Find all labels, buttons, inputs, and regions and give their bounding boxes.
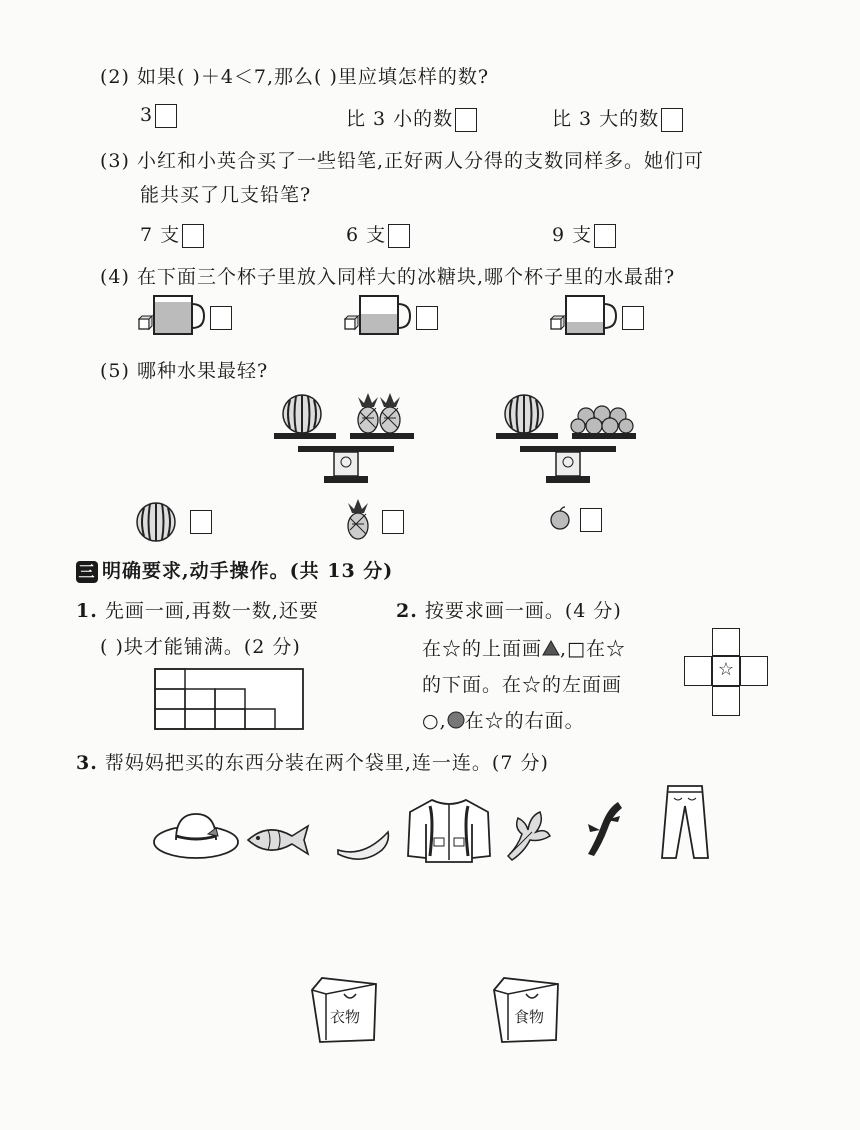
q3-option-3[interactable] <box>552 220 616 248</box>
option-label: 9 支 <box>552 224 593 246</box>
option-label: 6 支 <box>346 224 387 246</box>
watermelon-icon <box>283 395 321 433</box>
sun-hat-icon[interactable] <box>152 806 240 862</box>
q3-option-2[interactable] <box>346 220 410 248</box>
p1-line2: ( )块才能铺满。(2 分) <box>100 636 301 658</box>
filled-circle-icon <box>447 711 465 729</box>
dried-chili-icon[interactable] <box>580 798 630 858</box>
p2-text: 按要求画一画。(4 分) <box>424 600 622 622</box>
q2-option-3[interactable] <box>552 104 683 132</box>
p2-number: 2. <box>396 600 418 622</box>
q3-line2: 能共买了几支铅笔? <box>140 184 312 206</box>
q4-stem: (4) 在下面三个杯子里放入同样大的冰糖块,哪个杯子里的水最甜? <box>100 266 676 288</box>
p3-line <box>76 748 549 775</box>
p2-line2-part2: ,□在☆ <box>560 638 627 660</box>
banana-icon[interactable] <box>334 826 394 860</box>
answer-box[interactable] <box>661 108 683 132</box>
q2-option-2[interactable] <box>346 104 477 132</box>
p2-line2 <box>422 634 626 661</box>
grid-cell-bottom[interactable] <box>712 686 740 716</box>
scale-watermelon-apple-icon <box>492 390 642 485</box>
option-label: 3 <box>140 104 154 126</box>
jacket-icon[interactable] <box>406 794 492 862</box>
p2-line4-part2: 在☆的右面。 <box>464 710 585 732</box>
scale-watermelon-pineapple-icon <box>270 390 420 485</box>
p1-line1 <box>76 596 319 623</box>
option-label: 比 3 大的数 <box>552 108 660 130</box>
section3-title: 明确要求,动手操作。(共 13 分) <box>102 560 394 582</box>
q5-stem: (5) 哪种水果最轻? <box>100 360 269 382</box>
answer-box[interactable] <box>455 108 477 132</box>
q2-option-1[interactable] <box>140 104 177 128</box>
p2-line4-part1: ○, <box>422 710 447 732</box>
option-label: 比 3 小的数 <box>346 108 454 130</box>
section3-heading <box>76 556 393 583</box>
cross-grid[interactable] <box>684 628 768 716</box>
bag-clothes-label: 衣物 <box>330 1008 361 1026</box>
leafy-vegetable-icon[interactable] <box>500 808 556 860</box>
triangle-icon <box>542 640 560 656</box>
p2-line3: 的下面。在☆的左面画 <box>422 674 623 696</box>
answer-box[interactable] <box>182 224 204 248</box>
fish-icon[interactable] <box>244 820 316 860</box>
section-badge: 三 <box>76 561 98 583</box>
q5-answer-box-1[interactable] <box>190 510 212 534</box>
p2-line1 <box>396 596 622 623</box>
pineapple-icon <box>358 393 400 433</box>
watermelon-icon <box>134 500 182 544</box>
q4-answer-box-1[interactable] <box>210 306 232 330</box>
answer-box[interactable] <box>155 104 177 128</box>
q3-option-1[interactable] <box>140 220 204 248</box>
q5-answer-box-3[interactable] <box>580 508 602 532</box>
p1-number: 1. <box>76 600 98 622</box>
pineapple-icon <box>344 496 374 542</box>
grid-cell-right[interactable] <box>740 656 768 686</box>
p1-text: 先画一画,再数一数,还要 <box>104 600 319 622</box>
q4-answer-box-2[interactable] <box>416 306 438 330</box>
grid-cell-top[interactable] <box>712 628 740 656</box>
grid-cell-center-star: ☆ <box>712 656 740 686</box>
bag-food-label: 食物 <box>514 1008 545 1026</box>
p3-text: 帮妈妈把买的东西分装在两个袋里,连一连。(7 分) <box>104 752 549 774</box>
q3-line1: (3) 小红和小英合买了一些铅笔,正好两人分得的支数同样多。她们可 <box>100 150 704 172</box>
answer-box[interactable] <box>388 224 410 248</box>
trousers-icon[interactable] <box>660 784 710 860</box>
p2-line4 <box>422 706 585 733</box>
apple-icon <box>548 506 574 532</box>
watermelon-icon <box>505 395 543 433</box>
option-label: 7 支 <box>140 224 181 246</box>
grid-cell-left[interactable] <box>684 656 712 686</box>
q2-stem: (2) 如果( )＋4＜7,那么( )里应填怎样的数? <box>100 66 490 88</box>
tiling-grid-icon[interactable] <box>154 668 306 732</box>
q5-answer-box-2[interactable] <box>382 510 404 534</box>
answer-box[interactable] <box>594 224 616 248</box>
q4-answer-box-3[interactable] <box>622 306 644 330</box>
p2-line2-part1: 在☆的上面画 <box>422 638 543 660</box>
apple-icon <box>571 406 633 434</box>
p3-number: 3. <box>76 752 98 774</box>
